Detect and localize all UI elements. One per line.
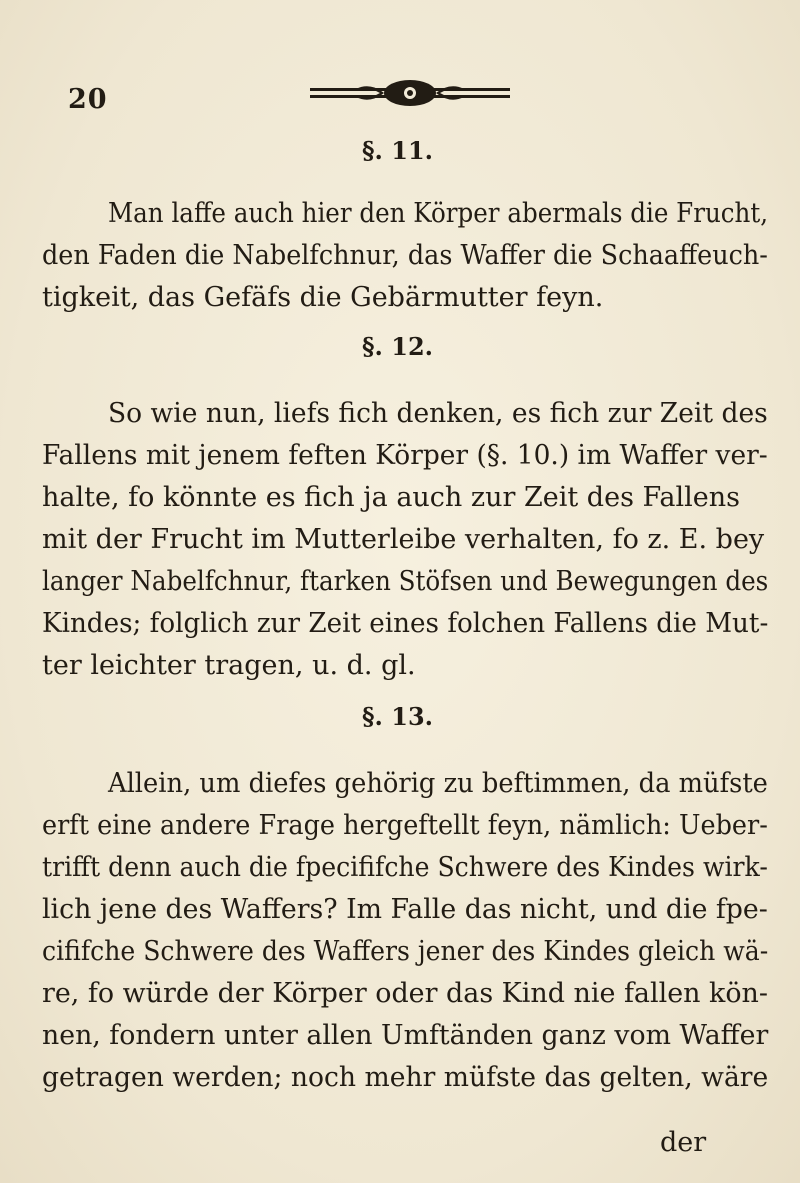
section-heading-11: §. 11. <box>362 136 434 165</box>
section-heading-12: §. 12. <box>362 332 434 361</box>
decorative-rule-icon <box>310 76 510 110</box>
section-heading-13: §. 13. <box>362 702 434 731</box>
book-page: 20 §. 11. Man laffe auch hier den Körper abermals die Frucht, den Faden die Nabelfchnur, das Waffer die Schaaffeuch- tigkeit, das Gefäfs die Gebärmutter feyn. §. 12. So wie nun, liefs fich denken, es fich zur Zeit des Fallens mit jenem feften Körper (§. 10.) im Waffer ver- halte, fo könnte es fich ja auch zur Zeit des Fallens mit der Frucht im Mutterleibe verhalten, fo z. E. bey langer Nabelfchnur, ftarken Stöfsen und Bewegungen des Kindes; folglich zur Zeit eines folchen Fallens die Mut- ter leichter tragen, u. d. gl. §. 13. Allein, um diefes gehörig zu beftimmen, da müfste erft eine andere Frage hergeftellt feyn, nämlich: Ueber- trifft denn auch die fpecififche Schwere des Kindes wirk- lich jene des Waffers? Im Falle das nicht, und die fpe- cififche Schwere des Waffers jener des Kindes gleich wä- re, fo würde der Körper oder das Kind nie fallen kön- nen, fondern unter allen Umftänden ganz vom Waffer getragen werden; noch mehr müfste das gelten, wäre der <box>0 0 800 1183</box>
page-number: 20 <box>68 84 108 115</box>
catchword: der <box>660 1127 707 1158</box>
